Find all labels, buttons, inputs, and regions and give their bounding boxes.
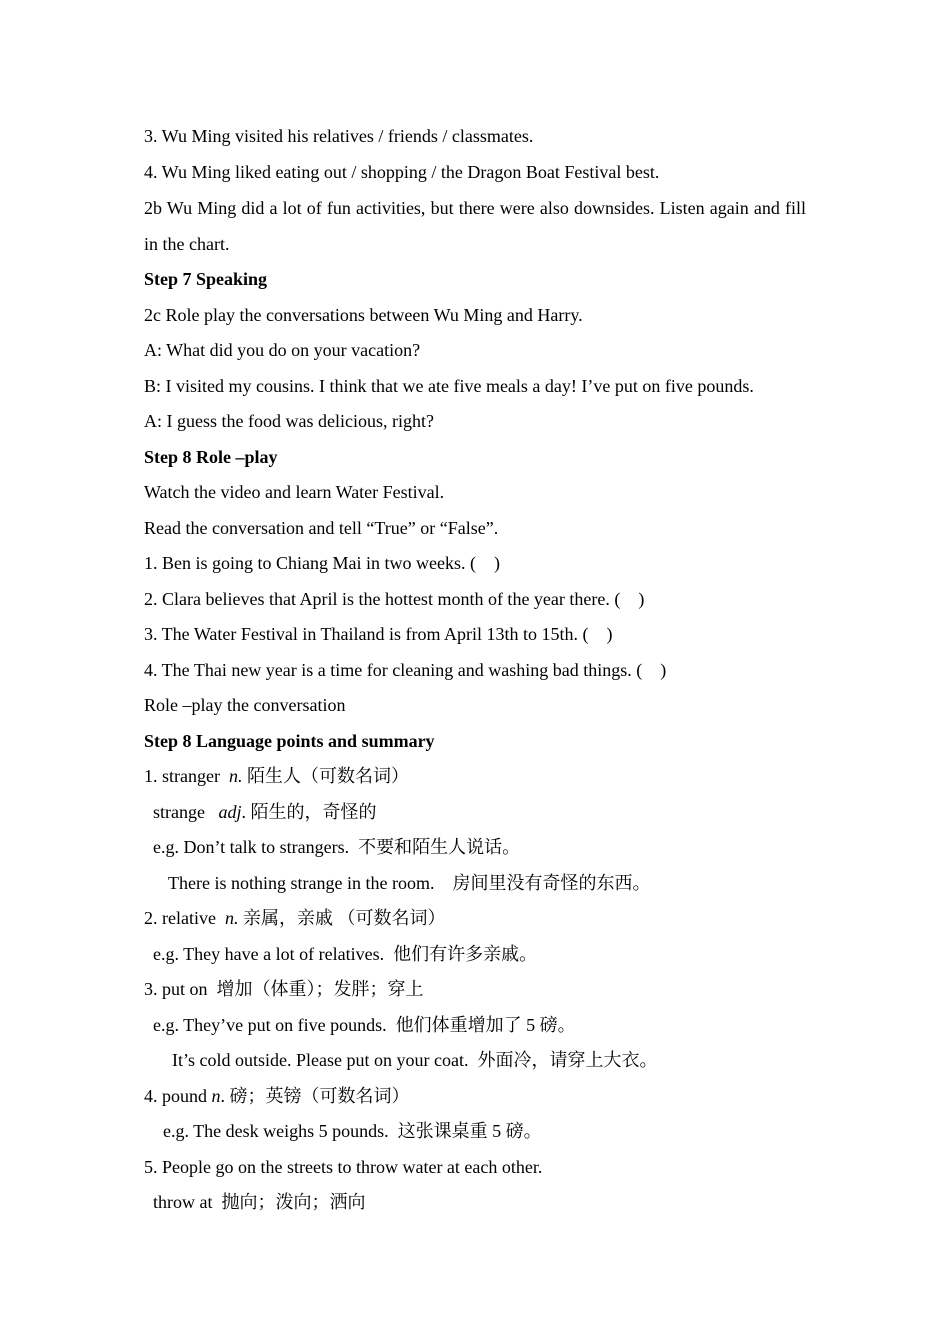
listen-item-3: 3. Wu Ming visited his relatives / friends / classmates. [144,126,534,146]
step-8-roleplay-heading: Step 8 Role –play [144,446,278,467]
listen-item-4: 4. Wu Ming liked eating out / shopping / the Dragon Boat Festival best. [144,161,660,182]
vocab-stranger: 1. stranger n. 陌生人（可数名词） [144,766,409,786]
activity-2b-instruction: 2b Wu Ming did a lot of fun activities, but there were also downsides. Listen again and fill in the chart. [144,198,806,254]
example-relatives: e.g. They have a lot of relatives. 他们有许多亲戚。 [153,943,538,964]
example-strangers: e.g. Don’t talk to strangers. 不要和陌生人说话。 [153,837,521,857]
true-false-item-3: 3. The Water Festival in Thailand is from April 13th to 15th. ( ) [144,624,613,644]
roleplay-instruction: Role –play the conversation [144,695,346,715]
vocab-put-on: 3. put on 增加（体重）；发胖；穿上 [144,979,424,999]
step-7-heading: Step 7 Speaking [144,269,268,289]
video-instruction: Watch the video and learn Water Festival. [144,482,445,502]
activity-2c-instruction: 2c Role play the conversations between Wu Ming and Harry. [144,304,583,325]
dialogue-line-a1: A: What did you do on your vacation? [144,340,421,360]
step-8-language-heading: Step 8 Language points and summary [144,730,435,751]
sentence-throw-water: 5. People go on the streets to throw water at each other. [144,1156,543,1177]
vocab-relative: 2. relative n. 亲属，亲戚 （可数名词） [144,908,446,928]
true-false-item-1: 1. Ben is going to Chiang Mai in two weeks. ( ) [144,553,500,573]
vocab-pound: 4. pound n. 磅；英镑（可数名词） [144,1085,410,1106]
dialogue-line-a2: A: I guess the food was delicious, right? [144,411,434,431]
example-pounds: e.g. The desk weighs 5 pounds. 这张课桌重 5 磅。 [163,1121,542,1141]
example-put-on-coat: It’s cold outside. Please put on your coat. 外面冷，请穿上大衣。 [172,1050,658,1070]
vocab-throw-at: throw at 抛向；泼向；洒向 [153,1192,366,1212]
dialogue-line-b1: B: I visited my cousins. I think that we ate five meals a day! I’ve put on five pounds. [144,375,754,396]
vocab-strange: strange adj. 陌生的，奇怪的 [153,801,377,822]
true-false-item-2: 2. Clara believes that April is the hottest month of the year there. ( ) [144,588,645,609]
document-body [144,119,806,1221]
example-strange-room: There is nothing strange in the room. 房间里没有奇怪的东西。 [168,872,651,893]
example-put-on-pounds: e.g. They’ve put on five pounds. 他们体重增加了 5 磅。 [153,1014,576,1035]
true-false-item-4: 4. The Thai new year is a time for cleaning and washing bad things. ( ) [144,659,667,680]
true-false-instruction: Read the conversation and tell “True” or “False”. [144,517,499,538]
